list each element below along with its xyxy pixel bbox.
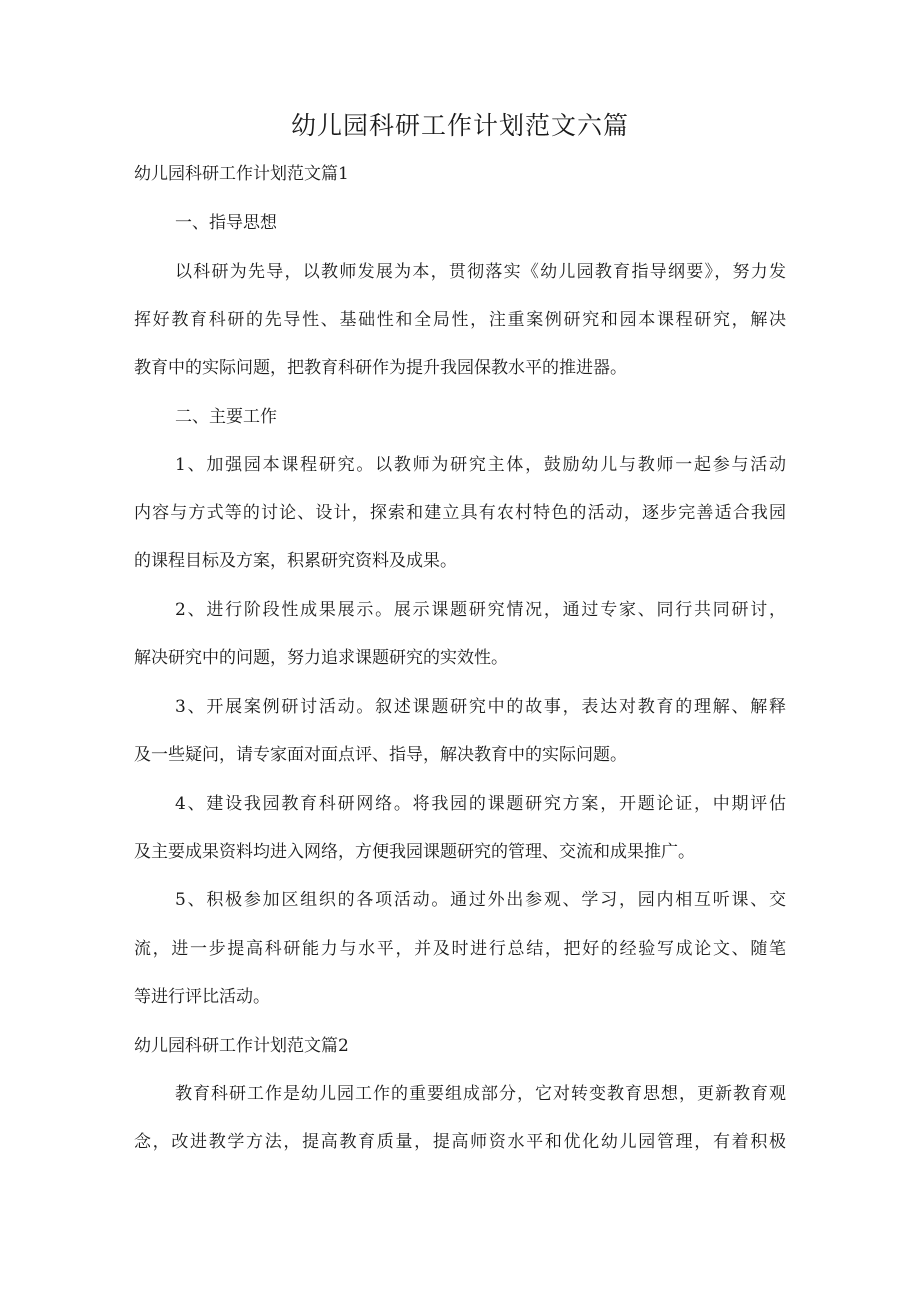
paragraph-line: 挥好教育科研的先导性、基础性和全局性，注重案例研究和园本课程研究，解决 xyxy=(134,310,786,330)
paragraph-line: 3、开展案例研讨活动。叙述课题研究中的故事，表达对教育的理解、解释 xyxy=(175,697,786,717)
paragraph-line: 2、进行阶段性成果展示。展示课题研究情况，通过专家、同行共同研讨， xyxy=(175,600,786,620)
paragraph-line: 教育中的实际问题，把教育科研作为提升我园保教水平的推进器。 xyxy=(134,358,627,378)
paragraph-line: 及主要成果资料均进入网络，方便我园课题研究的管理、交流和成果推广。 xyxy=(134,842,695,862)
paragraph-line: 及一些疑问，请专家面对面点评、指导，解决教育中的实际问题。 xyxy=(134,745,627,765)
article-heading: 幼儿园科研工作计划范文篇2 xyxy=(134,1036,349,1056)
paragraph-line: 流，进一步提高科研能力与水平，并及时进行总结，把好的经验写成论文、随笔 xyxy=(134,939,786,959)
document-title: 幼儿园科研工作计划范文六篇 xyxy=(290,111,629,140)
section-title: 一、指导思想 xyxy=(175,213,277,233)
paragraph-line: 1、加强园本课程研究。以教师为研究主体，鼓励幼儿与教师一起参与活动 xyxy=(175,455,786,475)
section-title: 二、主要工作 xyxy=(175,407,277,427)
paragraph-line: 4、建设我园教育科研网络。将我园的课题研究方案，开题论证，中期评估 xyxy=(175,794,786,814)
paragraph-line: 的课程目标及方案，积累研究资料及成果。 xyxy=(134,551,457,571)
paragraph-line: 内容与方式等的讨论、设计，探索和建立具有农村特色的活动，逐步完善适合我园 xyxy=(134,503,786,523)
paragraph-line: 教育科研工作是幼儿园工作的重要组成部分，它对转变教育思想，更新教育观 xyxy=(175,1084,786,1104)
paragraph-line: 等进行评比活动。 xyxy=(134,987,270,1007)
paragraph-line: 念，改进教学方法，提高教育质量，提高师资水平和优化幼儿园管理，有着积极 xyxy=(134,1132,786,1152)
article-heading: 幼儿园科研工作计划范文篇1 xyxy=(134,164,349,184)
paragraph-line: 解决研究中的问题，努力追求课题研究的实效性。 xyxy=(134,648,508,668)
paragraph-line: 5、积极参加区组织的各项活动。通过外出参观、学习，园内相互听课、交 xyxy=(175,890,786,910)
paragraph-line: 以科研为先导，以教师发展为本，贯彻落实《幼儿园教育指导纲要》，努力发 xyxy=(175,262,786,282)
